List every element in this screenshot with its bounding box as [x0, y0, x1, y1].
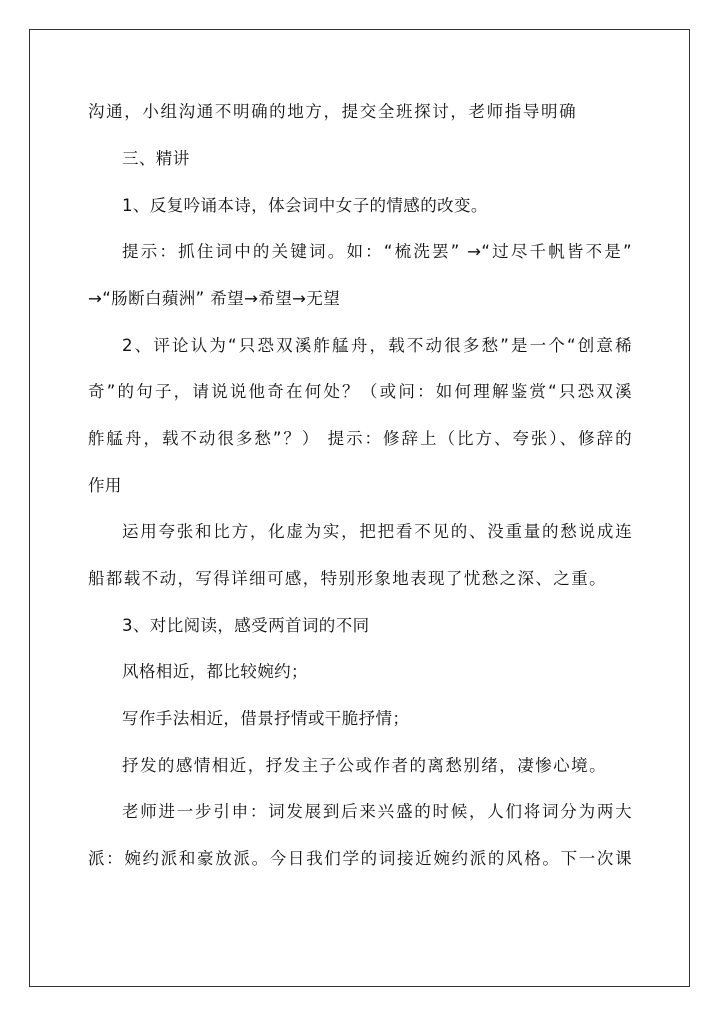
text-line: 派：婉约派和豪放派。今日我们学的词接近婉约派的风格。下一次课: [88, 849, 632, 868]
text-line: 抒发的感情相近，抒发主子公或作者的离愁别绪，凄惨心境。: [122, 756, 606, 775]
section-heading: 三、精讲: [122, 149, 190, 168]
text-line: 2、评论认为“只恐双溪舴艋舟，载不动很多愁”是一个“创意稀: [122, 336, 632, 355]
text-line: 运用夸张和比方，化虚为实，把把看不见的、没重量的愁说成连: [122, 522, 632, 541]
text-line: 沟通，小组沟通不明确的地方，提交全班探讨，老师指导明确: [88, 102, 576, 121]
text-line: 风格相近，都比较婉约；: [122, 662, 308, 681]
text-line: →“肠断白蘋洲” 希望→希望→无望: [88, 289, 341, 308]
page-border: [29, 29, 690, 987]
text-line: 舴艋舟，载不动很多愁”？） 提示：修辞上（比方、夸张）、修辞的: [88, 429, 632, 448]
text-line: 作用: [88, 476, 122, 495]
text-line: 船都载不动，写得详细可感，特别形象地表现了忧愁之深、之重。: [88, 569, 606, 588]
section-heading: 3、对比阅读，感受两首词的不同: [122, 616, 370, 635]
text-line: 老师进一步引申：词发展到后来兴盛的时候，人们将词分为两大: [122, 802, 632, 821]
text-line: 奇”的句子，请说说他奇在何处？（或问：如何理解鉴赏“只恐双溪: [88, 382, 632, 401]
text-line: 写作手法相近，借景抒情或干脆抒情；: [122, 709, 410, 728]
text-line: 1、反复吟诵本诗，体会词中女子的情感的改变。: [122, 196, 488, 215]
text-line: 提示：抓住词中的关键词。如：“梳洗罢” →“过尽千帆皆不是”: [122, 242, 632, 261]
